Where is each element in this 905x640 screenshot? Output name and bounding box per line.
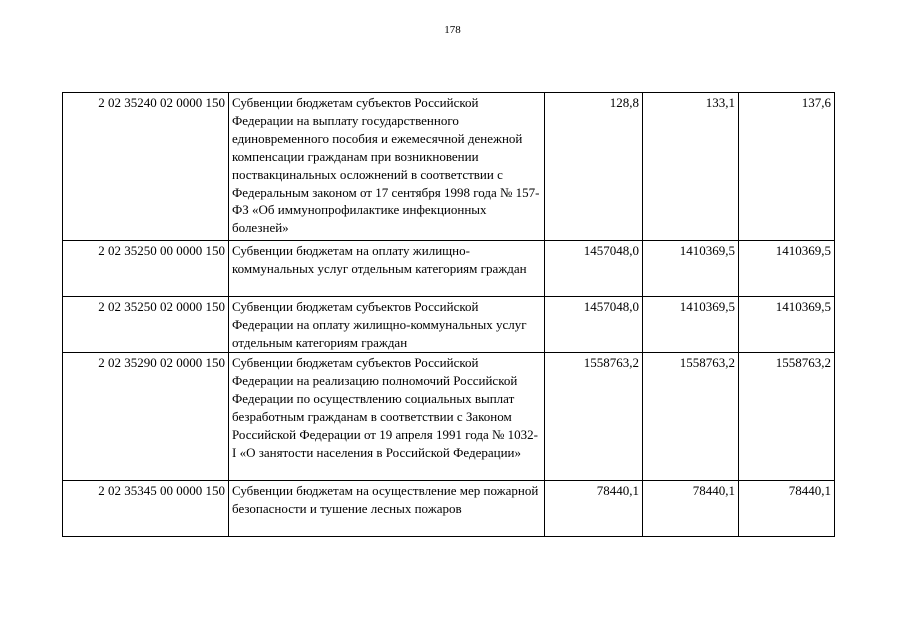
page-number: 178 (444, 24, 461, 36)
budget-code-cell: 2 02 35250 00 0000 150 (63, 241, 229, 297)
description-cell: Субвенции бюджетам субъектов Российской Федерации на реализацию полномочий Российской Федерации по осуществлению социальных выплат безработным гражданам в соответствии с Законом Российской Федерации от 19 апреля 1991 года № 1032-I «О занятости населения в Российской Федерации» (229, 353, 545, 481)
value-cell: 78440,1 (545, 481, 643, 537)
value-cell: 1457048,0 (545, 297, 643, 353)
value-cell: 133,1 (643, 93, 739, 241)
budget-code-cell: 2 02 35240 02 0000 150 (63, 93, 229, 241)
budget-code-cell: 2 02 35250 02 0000 150 (63, 297, 229, 353)
value-cell: 137,6 (739, 93, 835, 241)
value-cell: 1558763,2 (643, 353, 739, 481)
value-cell: 1410369,5 (643, 297, 739, 353)
value-cell: 128,8 (545, 93, 643, 241)
value-cell: 78440,1 (739, 481, 835, 537)
description-cell: Субвенции бюджетам субъектов Российской Федерации на выплату государственного единовременного пособия и ежемесячной денежной компенсации гражданам при возникновении поствакцинальных осложнений в соответствии с Федеральным законом от 17 сентября 1998 года № 157-ФЗ «Об иммунопрофилактике инфекционных болезней» (229, 93, 545, 241)
table-row (63, 353, 835, 481)
value-cell: 1558763,2 (739, 353, 835, 481)
description-cell: Субвенции бюджетам на оплату жилищно-коммунальных услуг отдельным категориям граждан (229, 241, 545, 297)
value-cell: 1558763,2 (545, 353, 643, 481)
value-cell: 1410369,5 (643, 241, 739, 297)
value-cell: 1410369,5 (739, 241, 835, 297)
budget-code-cell: 2 02 35290 02 0000 150 (63, 353, 229, 481)
value-cell: 78440,1 (643, 481, 739, 537)
budget-code-cell: 2 02 35345 00 0000 150 (63, 481, 229, 537)
table-row (63, 93, 835, 241)
table-row (63, 241, 835, 297)
value-cell: 1410369,5 (739, 297, 835, 353)
description-cell: Субвенции бюджетам субъектов Российской Федерации на оплату жилищно-коммунальных услуг отдельным категориям граждан (229, 297, 545, 353)
budget-table (62, 92, 835, 537)
value-cell: 1457048,0 (545, 241, 643, 297)
table-row (63, 481, 835, 537)
description-cell: Субвенции бюджетам на осуществление мер пожарной безопасности и тушение лесных пожаров (229, 481, 545, 537)
table-row (63, 297, 835, 353)
